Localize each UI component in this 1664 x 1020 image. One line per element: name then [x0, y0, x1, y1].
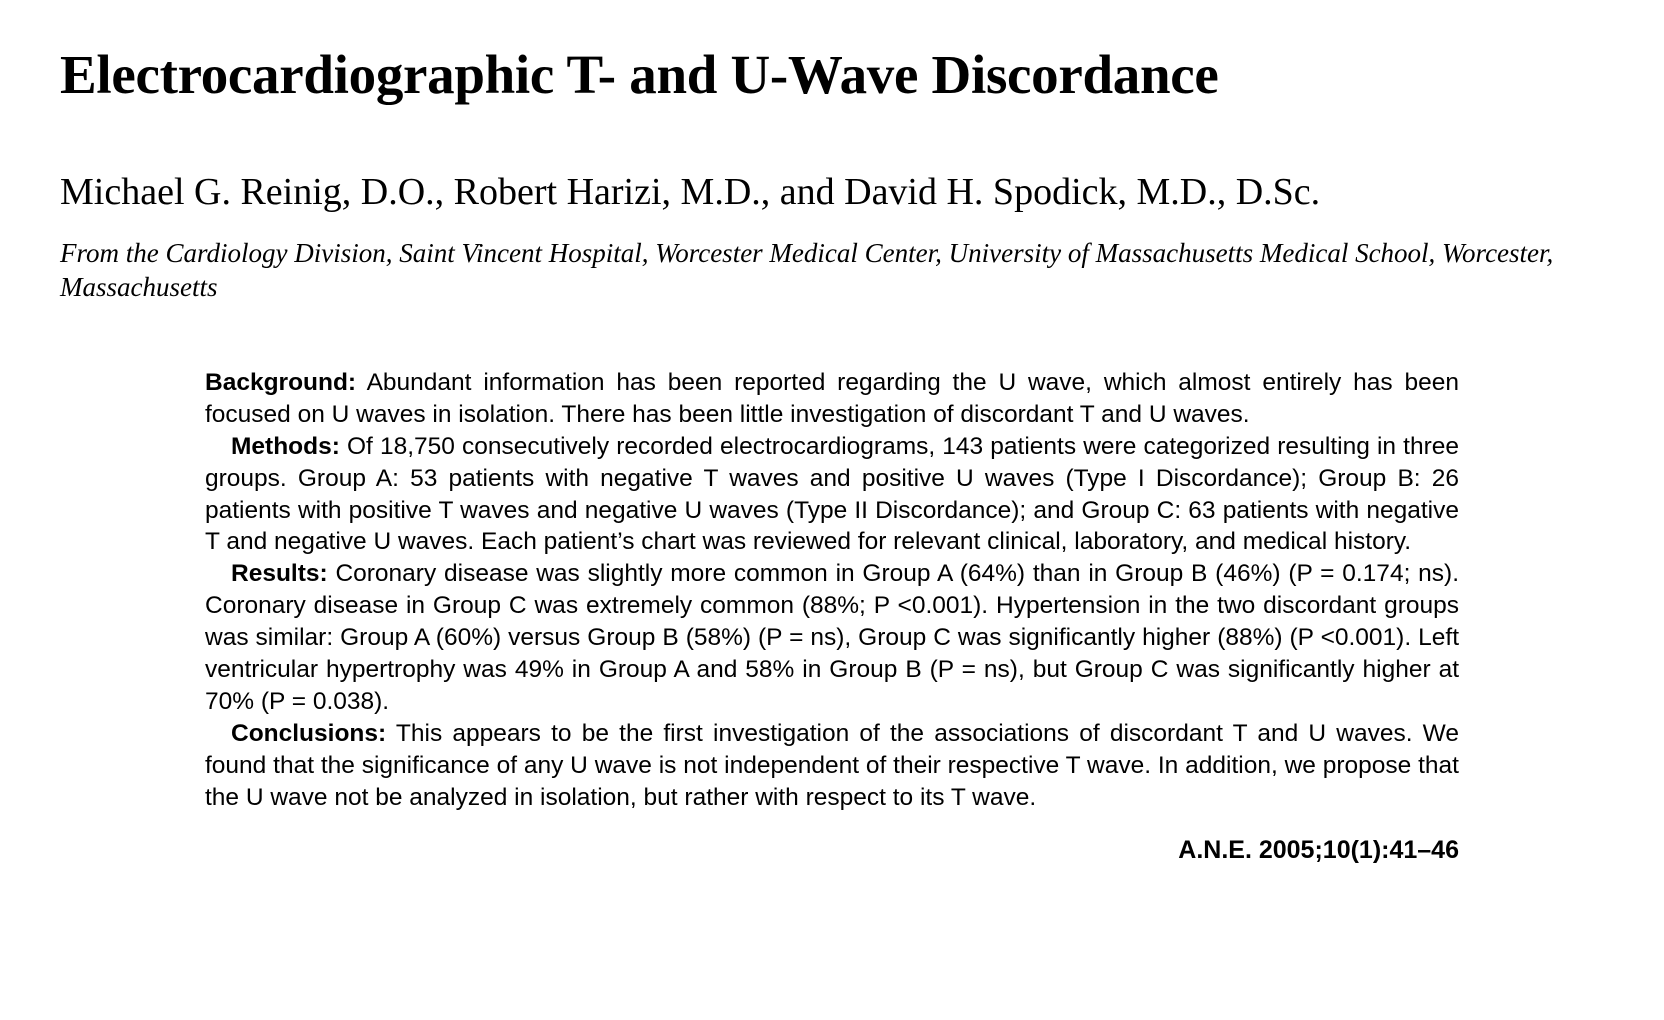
abstract-section-background [205, 367, 1459, 431]
abstract-section-methods [205, 431, 1459, 559]
abstract-text-results: Coronary disease was slightly more common in Group A (64%) than in Group B (46%) (P = 0.174; ns). Coronary disease in Group C was extremely common (88%; P <0.001). Hypertension in the two discordant groups was similar: Group A (60%) versus Group B (58%) (P = ns), Group C was significantly higher (88%) (P <0.001). Left ventricular hypertrophy was 49% in Group A and 58% in Group B (P = ns), but Group C was significantly higher at 70% (P = 0.038). [205, 560, 1459, 716]
abstract-text-conclusions: This appears to be the first investigation of the associations of discordant T and U waves. We found that the significance of any U wave is not independent of their respective T wave. In addition, we propose that the U wave not be analyzed in isolation, but rather with respect to its T wave. [205, 720, 1459, 812]
abstract-lead-results: Results: [231, 560, 328, 588]
abstract-lead-conclusions: Conclusions: [231, 720, 387, 748]
abstract [205, 367, 1459, 815]
author-list: Michael G. Reinig, D.O., Robert Harizi, M.D., and David H. Spodick, M.D., D.Sc. [60, 170, 1321, 213]
abstract-section-results [205, 558, 1459, 718]
abstract-lead-methods: Methods: [231, 432, 340, 460]
journal-citation: A.N.E. 2005;10(1):41–46 [1178, 836, 1459, 865]
abstract-text-methods: Of 18,750 consecutively recorded electrocardiograms, 143 patients were categorized resulting in three groups. Group A: 53 patients with negative T waves and positive U waves (Type I Discordance); Group B: 26 patients with positive T waves and negative U waves (Type II Discordance); and Group C: 63 patients with negative T and negative U waves. Each patient’s chart was reviewed for relevant clinical, laboratory, and medical history. [205, 432, 1459, 556]
abstract-text-background: Abundant information has been reported regarding the U wave, which almost entirely has been focused on U waves in isolation. There has been little investigation of discordant T and U waves. [205, 368, 1459, 428]
abstract-lead-background: Background: [205, 368, 357, 396]
page-title: Electrocardiographic T- and U-Wave Discordance [60, 44, 1219, 105]
abstract-section-conclusions [205, 718, 1459, 814]
affiliation: From the Cardiology Division, Saint Vincent Hospital, Worcester Medical Center, University of Massachusetts Medical School, Worcester, Massachusetts [60, 237, 1554, 303]
